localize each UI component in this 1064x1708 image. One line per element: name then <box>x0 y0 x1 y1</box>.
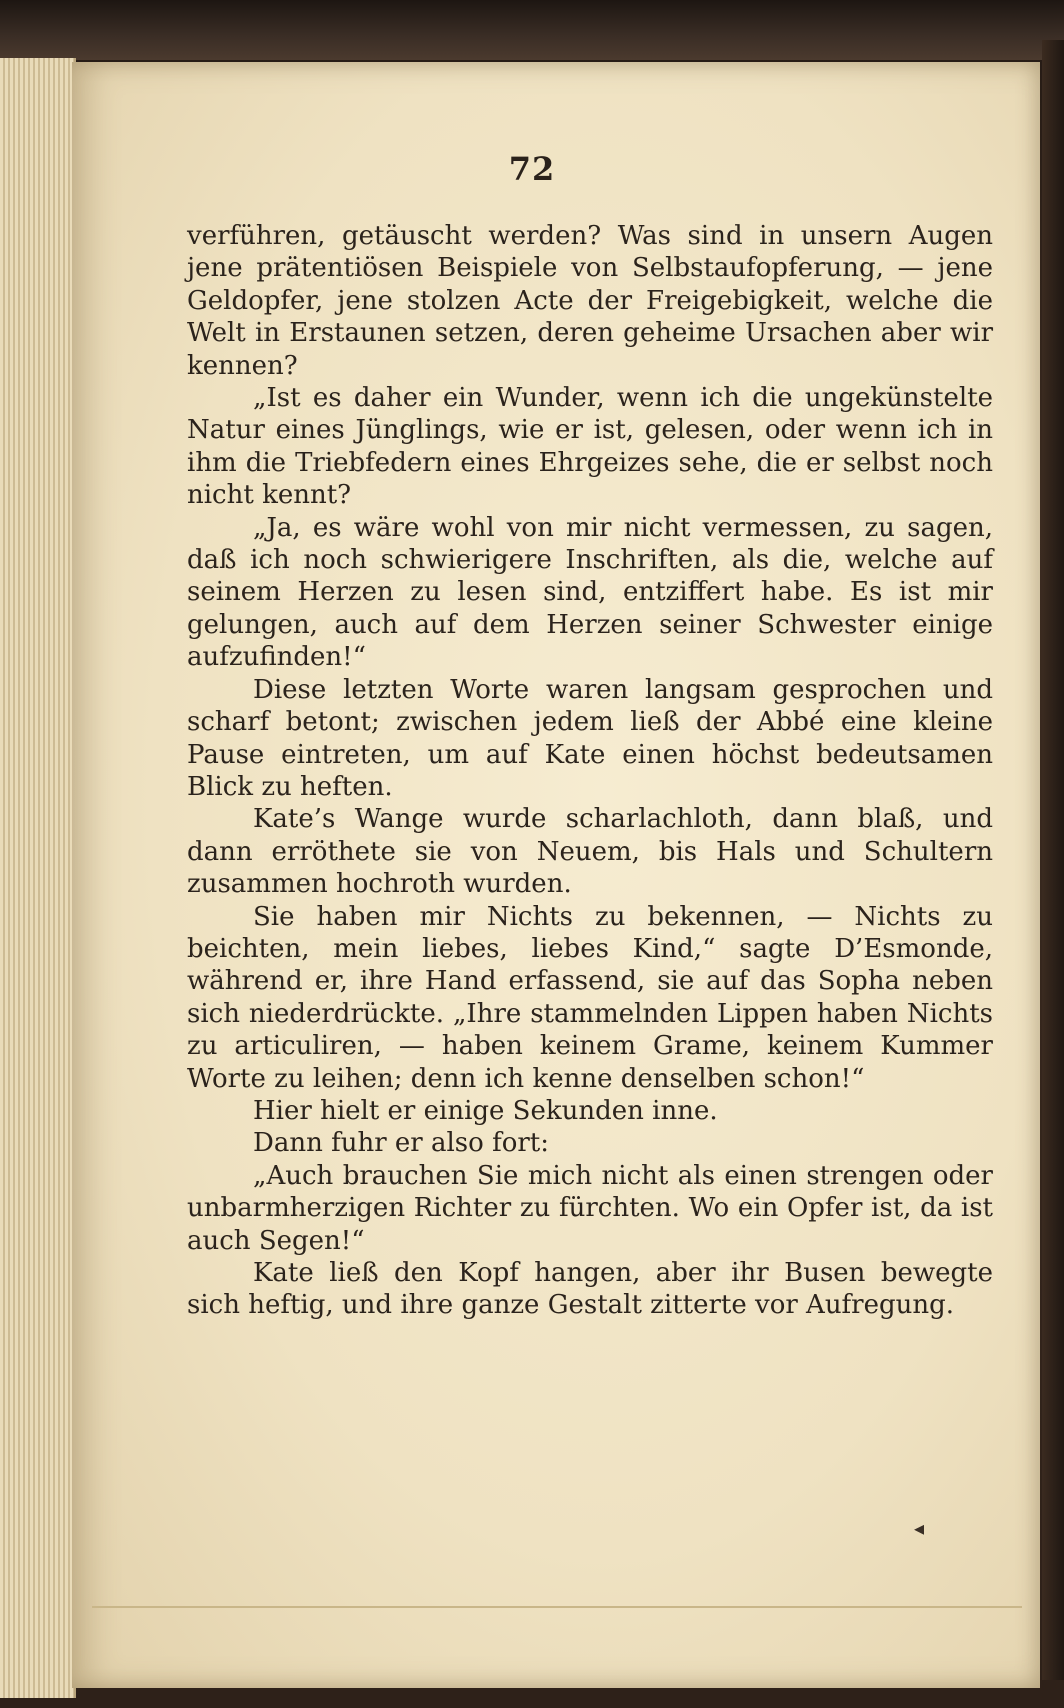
paragraph: „Ja, es wäre wohl von mir nicht vermessen, zu sagen, daß ich noch schwierigere Inschriften, als die, welche auf seinem Herzen zu lesen sind, entziffert habe. Es ist mir gelungen, auch auf dem Herzen seiner Schwester einige aufzufinden!“ <box>187 512 993 673</box>
paragraph: Hier hielt er einige Sekunden inne. <box>253 1095 718 1126</box>
page-number: 72 <box>508 150 556 188</box>
paragraph: Kate’s Wange wurde scharlachloth, dann blaß, und dann erröthete sie von Neuem, bis Hals und Schultern zusammen hochroth wurden. <box>187 804 993 900</box>
body-text <box>187 220 993 1322</box>
ink-speck-icon: ◂ <box>914 1516 925 1540</box>
book-cover-right <box>1042 40 1064 1680</box>
paragraph: Dann fuhr er also fort: <box>253 1128 549 1159</box>
page-edges <box>0 58 76 1698</box>
book-cover-top <box>0 0 1064 60</box>
paragraph: Diese letzten Worte waren langsam gesprochen und scharf betont; zwischen jedem ließ der Abbé eine kleine Pause eintreten, um auf Kate einen höchst bedeutsamen Blick zu heften. <box>187 674 993 802</box>
paragraph: Sie haben mir Nichts zu bekennen, — Nichts zu beichten, mein liebes, liebes Kind,“ sagte D’Esmonde, während er, ihre Hand erfassend, sie auf das Sopha neben sich niederdrückte. „Ihre stammelnden Lippen haben Nichts zu articuliren, — haben keinem Grame, keinem Kummer Worte zu leihen; denn ich kenne denselben schon!“ <box>187 901 993 1094</box>
page-bottom-rule <box>92 1606 1022 1608</box>
paragraph: Kate ließ den Kopf hangen, aber ihr Busen bewegte sich heftig, und ihre ganze Gestalt zitterte vor Aufregung. <box>187 1258 993 1321</box>
paragraph: „Auch brauchen Sie mich nicht als einen strengen oder unbarmherzigen Richter zu fürchten. Wo ein Opfer ist, da ist auch Segen!“ <box>187 1160 993 1256</box>
paragraph: „Ist es daher ein Wunder, wenn ich die ungekünstelte Natur eines Jünglings, wie er ist, gelesen, oder wenn ich in ihm die Triebfedern eines Ehrgeizes sehe, die er selbst noch nicht kennt? <box>187 383 993 511</box>
paragraph: verführen, getäuscht werden? Was sind in unsern Augen jene prätentiösen Beispiele von Selbstaufopferung, — jene Geldopfer, jene stolzen Acte der Freigebigkeit, welche die Welt in Erstaunen setzen, deren geheime Ursachen aber wir kennen? <box>187 221 993 381</box>
